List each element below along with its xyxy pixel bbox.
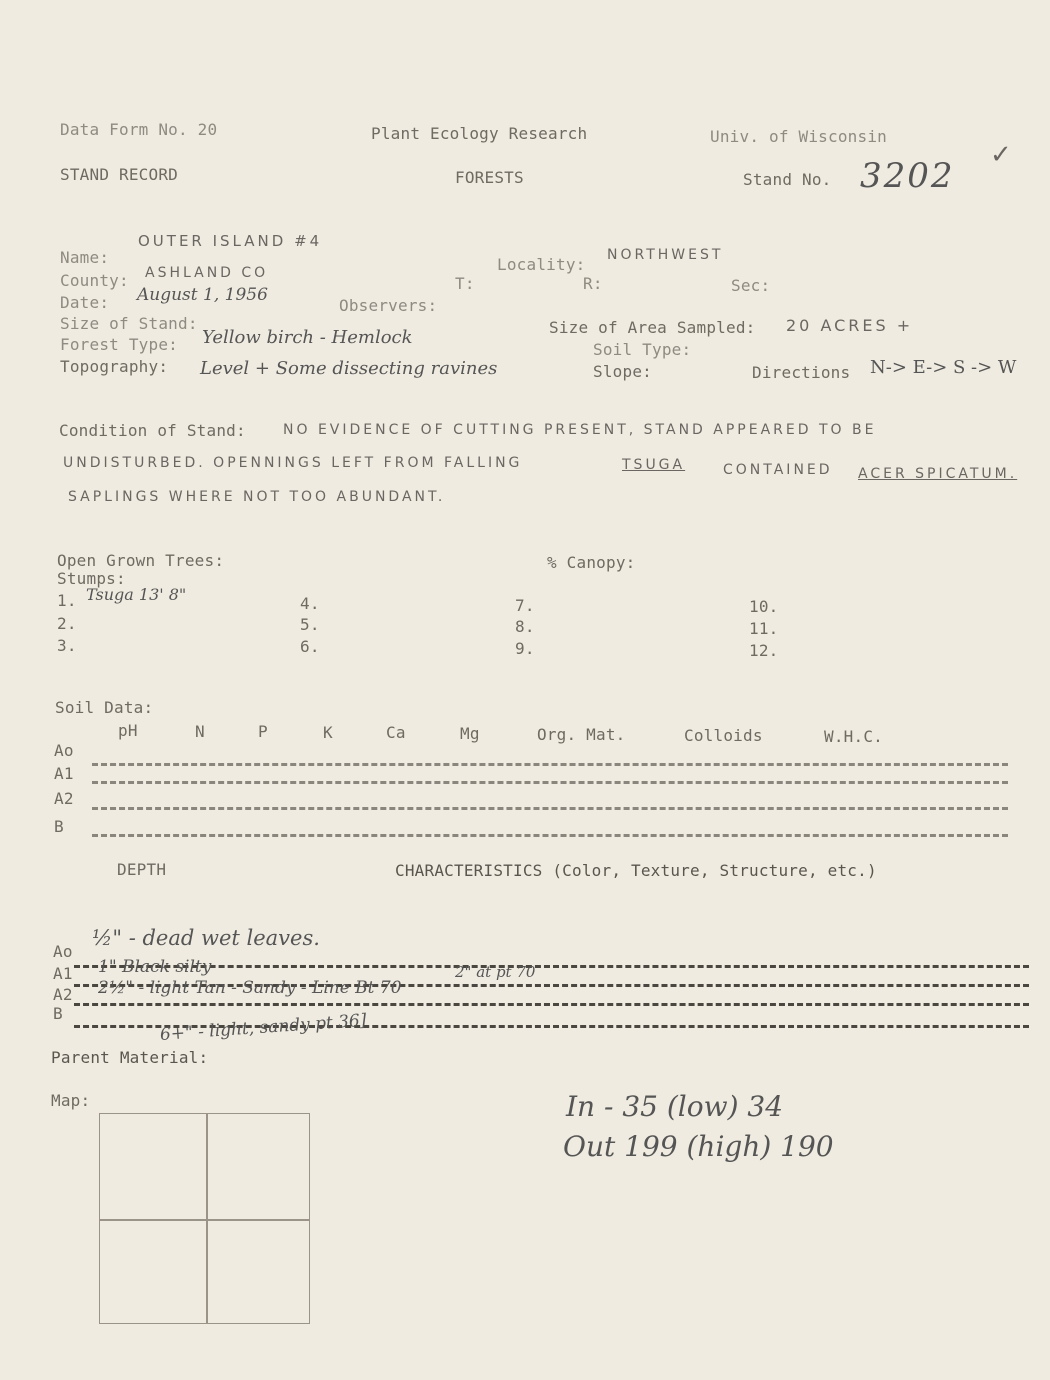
map-cell (99, 1219, 208, 1324)
soil-row-line (92, 807, 1008, 810)
topography-label: Topography: (60, 357, 169, 376)
locality-label: Locality: (497, 255, 586, 274)
county-value: ASHLAND CO (145, 265, 269, 281)
stump-number-7: 7. (515, 596, 535, 615)
stand-number-value: 3202 (860, 156, 955, 196)
parent-material-label: Parent Material: (51, 1048, 209, 1067)
forest-type-label: Forest Type: (60, 335, 178, 354)
open-grown-trees-label: Open Grown Trees: (57, 551, 225, 570)
stump-number-10: 10. (749, 597, 779, 616)
condition-line-3: SAPLINGS WHERE NOT TOO ABUNDANT. (68, 489, 446, 505)
size-of-area-label: Size of Area Sampled: (549, 318, 756, 337)
profile-ao-value: ½" - dead wet leaves. (92, 926, 320, 950)
forest-type-value: Yellow birch - Hemlock (202, 327, 413, 348)
canopy-label: % Canopy: (547, 553, 636, 572)
characteristics-header: CHARACTERISTICS (Color, Texture, Structure, etc.) (395, 861, 877, 880)
date-value: August 1, 1956 (137, 285, 268, 305)
soil-col-k: K (323, 723, 333, 742)
stump-number-11: 11. (749, 619, 779, 638)
soil-col-ca: Ca (386, 723, 406, 742)
soil-row-line (92, 834, 1008, 837)
university: Univ. of Wisconsin (710, 127, 887, 146)
name-label: Name: (60, 248, 110, 267)
profile-a2-value: 2½" - light Tan - Sandy - Line Bt 70 (98, 978, 402, 998)
map-cell (99, 1113, 208, 1221)
observers-label: Observers: (339, 296, 438, 315)
topography-value: Level + Some dissecting ravines (200, 358, 498, 379)
condition-line-2b: TSUGA (622, 457, 686, 473)
directions-value: N-> E-> S -> W (870, 357, 1017, 378)
condition-line-2c: CONTAINED (723, 462, 833, 478)
soil-col-colloids: Colloids (684, 726, 763, 745)
note-line-1: In - 35 (low) 34 (566, 1090, 784, 1123)
name-value: OUTER ISLAND #4 (138, 232, 323, 250)
stump-number-12: 12. (749, 641, 779, 660)
forest-label: FORESTS (455, 168, 524, 187)
profile-row-b: B (53, 1004, 63, 1023)
check-mark: ✓ (990, 140, 1012, 170)
township-label: T: (455, 274, 475, 293)
soil-col-whc: W.H.C. (824, 727, 883, 746)
soil-col-n: N (195, 722, 205, 741)
condition-label: Condition of Stand: (59, 421, 246, 440)
stump-number-5: 5. (300, 615, 320, 634)
soil-data-label: Soil Data: (55, 698, 154, 717)
soil-col-mg: Mg (460, 724, 480, 743)
profile-row-a2: A2 (53, 985, 73, 1004)
county-label: County: (60, 271, 129, 290)
form-number: Data Form No. 20 (60, 120, 218, 139)
profile-a1-extra: 2" at pt 70 (455, 963, 536, 981)
slope-label: Slope: (593, 362, 652, 381)
stump-number-2: 2. (57, 614, 77, 633)
stump-number-3: 3. (57, 636, 77, 655)
profile-row-ao: Ao (53, 942, 73, 961)
soil-row-line (92, 781, 1008, 784)
stump-number-1: 1. (57, 591, 77, 610)
size-of-stand-label: Size of Stand: (60, 314, 198, 333)
condition-line-1: NO EVIDENCE OF CUTTING PRESENT, STAND APPEARED TO BE (283, 422, 877, 438)
soil-col-p: P (258, 722, 268, 741)
directions-label: Directions (752, 363, 851, 382)
stump-number-4: 4. (300, 594, 320, 613)
soil-row-line (92, 763, 1008, 766)
soil-row-a1: A1 (54, 764, 74, 783)
record-type: STAND RECORD (60, 165, 178, 184)
soil-col-ph: pH (118, 721, 138, 740)
soil-type-label: Soil Type: (593, 340, 692, 359)
size-of-area-value: 20 ACRES + (786, 316, 914, 335)
stump-number-8: 8. (515, 617, 535, 636)
condition-line-2a: UNDISTURBED. OPENNINGS LEFT FROM FALLING (63, 455, 523, 471)
profile-a1-value: 1" Black silty (98, 957, 212, 977)
range-label: R: (583, 274, 603, 293)
map-cell (206, 1113, 310, 1221)
profile-line (74, 965, 1029, 968)
note-line-2: Out 199 (high) 190 (563, 1130, 834, 1163)
locality-value: NORTHWEST (607, 247, 724, 263)
stump-number-9: 9. (515, 639, 535, 658)
organization: Plant Ecology Research (371, 124, 588, 143)
profile-b-value: 6+" - light, sandy pt 36] (159, 1010, 368, 1045)
profile-row-a1: A1 (53, 964, 73, 983)
depth-header: DEPTH (117, 860, 167, 879)
soil-col-org-mat: Org. Mat. (537, 725, 626, 744)
stump-1-value: Tsuga 13' 8" (86, 585, 187, 604)
soil-row-a2: A2 (54, 789, 74, 808)
profile-line (74, 1003, 1029, 1006)
date-label: Date: (60, 293, 110, 312)
soil-row-ao: Ao (54, 741, 74, 760)
map-cell (206, 1219, 310, 1324)
soil-row-b: B (54, 817, 64, 836)
stand-number-label: Stand No. (743, 170, 832, 189)
stump-number-6: 6. (300, 637, 320, 656)
section-label: Sec: (731, 276, 771, 295)
map-label: Map: (51, 1091, 91, 1110)
stumps-label: Stumps: (57, 569, 126, 588)
condition-line-2d: ACER SPICATUM. (858, 466, 1018, 482)
